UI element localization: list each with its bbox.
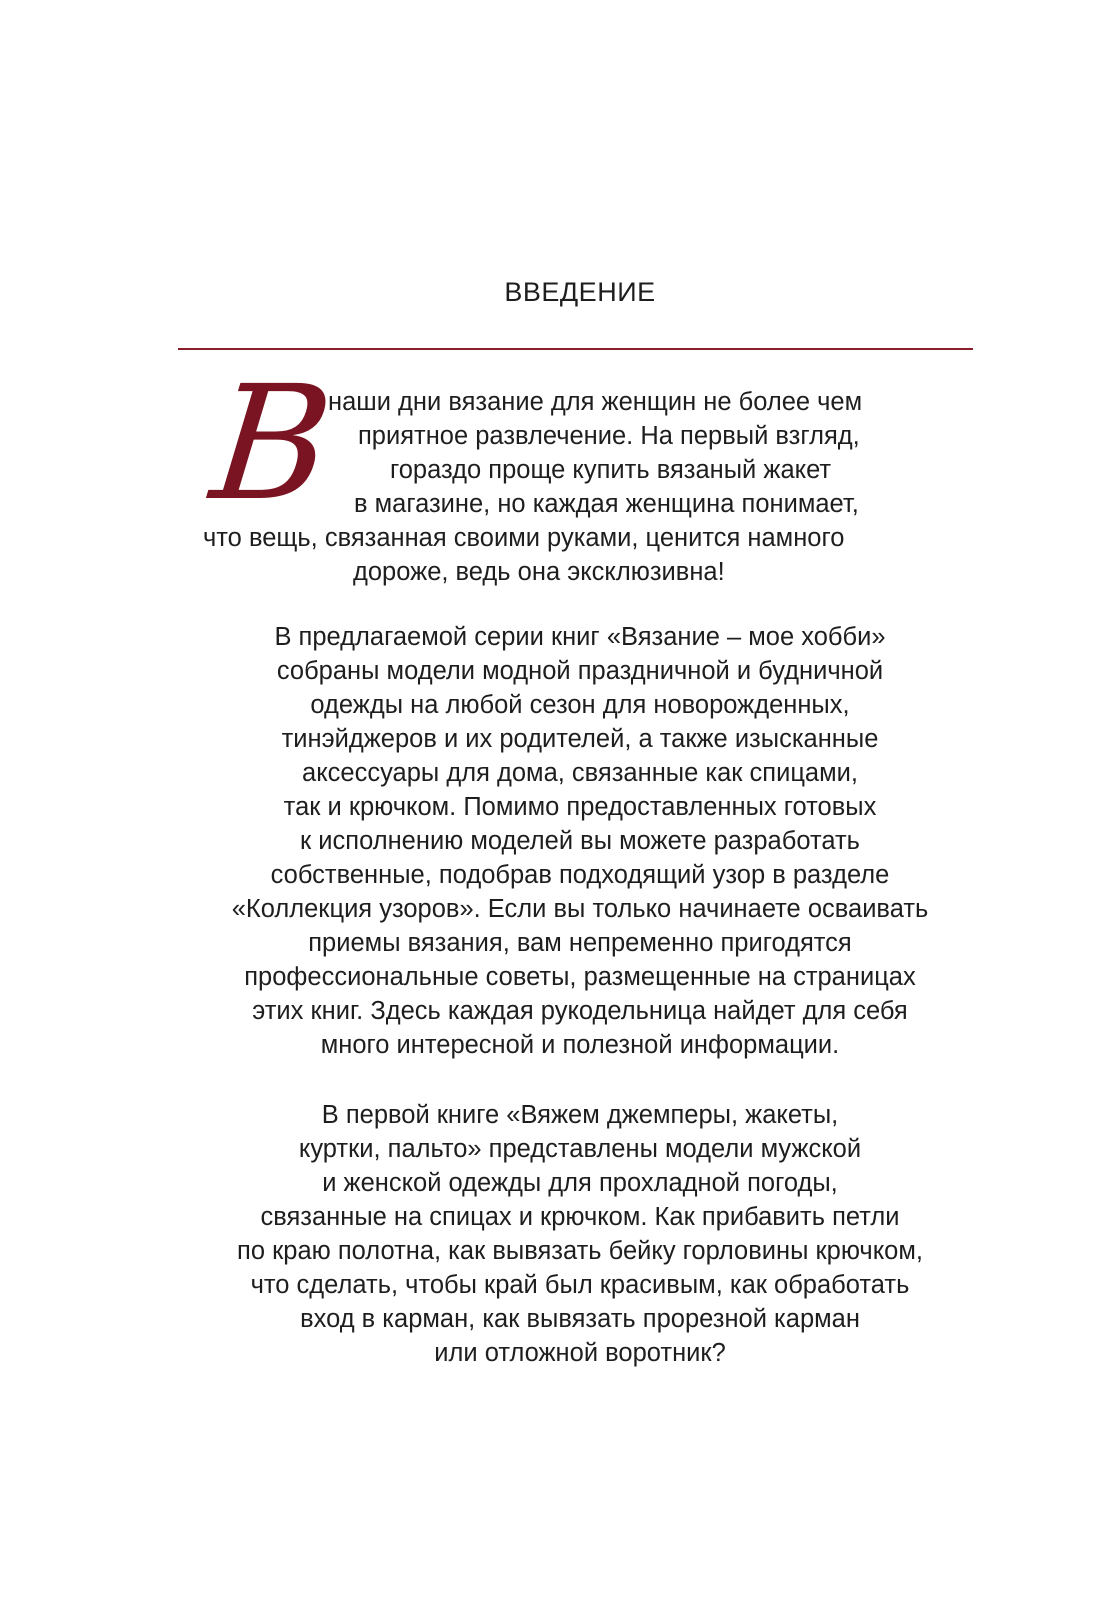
text-line: к исполнению моделей вы можете разработать <box>300 827 860 855</box>
text-line: «Коллекция узоров». Если вы только начинаете осваивать <box>231 895 929 923</box>
text-line: дороже, ведь она эксклюзивна! <box>353 558 725 586</box>
text-line: что вещь, связанная своими руками, ценится намного <box>203 524 845 552</box>
text-line: В предлагаемой серии книг «Вязание – мое хобби» <box>274 623 886 651</box>
text-line: наши дни вязание для женщин не более чем <box>328 388 863 416</box>
text-line: тинэйджеров и их родителей, а также изысканные <box>281 725 879 753</box>
text-line: или отложной воротник? <box>434 1339 726 1367</box>
text-line: много интересной и полезной информации. <box>320 1031 840 1059</box>
text-line: этих книг. Здесь каждая рукодельница найдет для себя <box>252 997 908 1025</box>
text-line: вход в карман, как вывязать прорезной карман <box>300 1305 860 1333</box>
text-line: куртки, пальто» представлены модели мужской <box>298 1135 862 1163</box>
intro-paragraph <box>150 385 1010 589</box>
text-line: по краю полотна, как вывязать бейку горловины крючком, <box>237 1237 923 1265</box>
text-line: что сделать, чтобы край был красивым, как обработать <box>250 1271 910 1299</box>
text-line: так и крючком. Помимо предоставленных готовых <box>283 793 877 821</box>
text-line: собраны модели модной праздничной и будничной <box>276 657 884 685</box>
text-line: приятное развлечение. На первый взгляд, <box>358 422 860 450</box>
first-book-paragraph <box>150 1098 1010 1370</box>
text-line: В первой книге «Вяжем джемперы, жакеты, <box>321 1101 839 1129</box>
text-line: и женской одежды для прохладной погоды, <box>322 1169 838 1197</box>
text-line: связанные на спицах и крючком. Как прибавить петли <box>260 1203 900 1231</box>
text-line: собственные, подобрав подходящий узор в разделе <box>270 861 890 889</box>
text-line: профессиональные советы, размещенные на страницах <box>244 963 916 991</box>
text-line: одежды на любой сезон для новорожденных, <box>310 691 850 719</box>
page-title: ВВЕДЕНИЕ <box>504 277 656 307</box>
text-line: гораздо проще купить вязаный жакет <box>390 456 832 484</box>
text-line: приемы вязания, вам непременно пригодятся <box>308 929 852 957</box>
series-paragraph <box>150 620 1010 1062</box>
drop-cap-letter: В <box>204 352 340 536</box>
title-divider <box>178 348 973 350</box>
text-line: аксессуары для дома, связанные как спицами, <box>302 759 858 787</box>
text-line: в магазине, но каждая женщина понимает, <box>354 490 859 518</box>
